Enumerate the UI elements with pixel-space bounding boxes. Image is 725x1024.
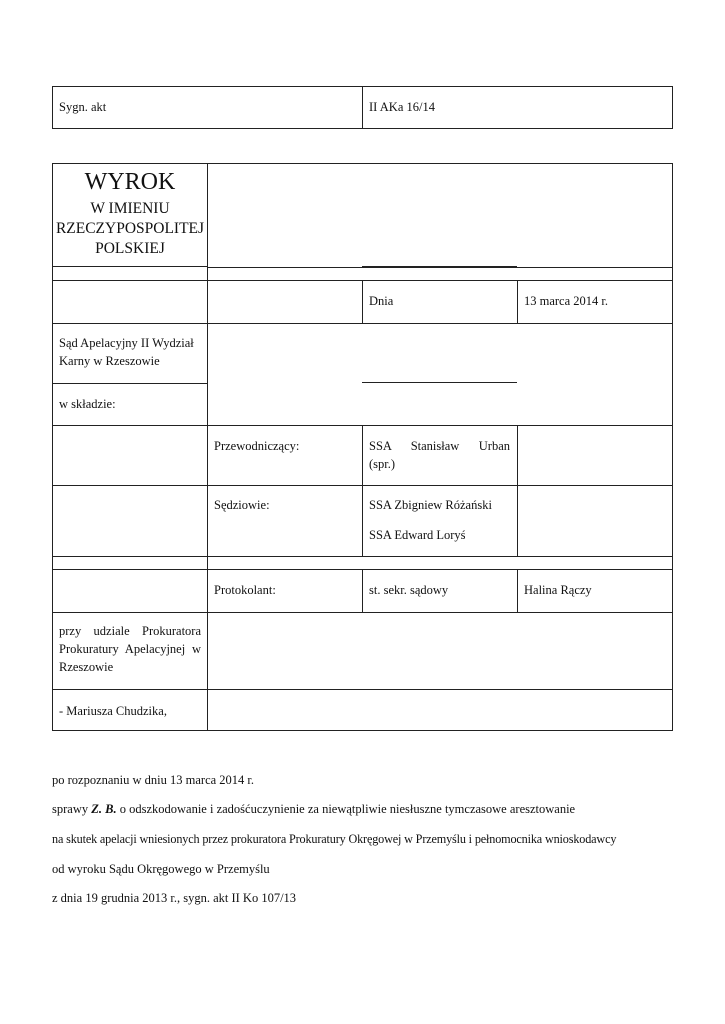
row-line bbox=[52, 383, 207, 384]
prosecution-line3: Rzeszowie bbox=[59, 660, 114, 674]
column-line bbox=[517, 569, 518, 612]
case-signature-label: Sygn. akt bbox=[59, 100, 107, 114]
clerk-name: Halina Rączy bbox=[524, 583, 592, 597]
chair-name: SSA Stanisław Urban bbox=[369, 439, 510, 453]
row-line bbox=[52, 266, 207, 267]
party-name: Z. B. bbox=[91, 802, 117, 816]
verdict-title: WYROK bbox=[84, 169, 176, 195]
column-line bbox=[362, 569, 363, 612]
column-line bbox=[517, 280, 518, 323]
row-line bbox=[52, 556, 673, 557]
verdict-subtitle-line2: RZECZYPOSPOLITEJ bbox=[55, 220, 205, 237]
row-line bbox=[362, 382, 517, 383]
column-line bbox=[362, 425, 363, 556]
row-line bbox=[52, 612, 673, 613]
judges-label: Sędziowie: bbox=[214, 498, 270, 512]
prosecution-line2: Prokuratury Apelacyjnej w bbox=[59, 642, 201, 656]
clerk-title: st. sekr. sądowy bbox=[369, 583, 449, 597]
verdict-subtitle-line3: POLSKIEJ bbox=[95, 240, 165, 257]
judge-2: SSA Edward Loryś bbox=[369, 528, 466, 542]
composition-label: w składzie: bbox=[59, 397, 116, 411]
row-line bbox=[207, 267, 673, 268]
date-value: 13 marca 2014 r. bbox=[524, 294, 609, 308]
row-line bbox=[52, 689, 673, 690]
row-line bbox=[52, 323, 673, 324]
court-name-line2: Karny w Rzeszowie bbox=[59, 354, 160, 368]
body-line-2-prefix: sprawy bbox=[52, 802, 92, 816]
body-line-1: po rozpoznaniu w dniu 13 marca 2014 r. bbox=[52, 773, 255, 787]
body-line-2 bbox=[52, 800, 575, 818]
judge-1: SSA Zbigniew Różański bbox=[369, 498, 492, 512]
body-line-5: z dnia 19 grudnia 2013 r., sygn. akt II Ko 107/13 bbox=[52, 891, 297, 905]
body-line-2-rest: o odszkodowanie i zadośćuczynienie za niewątpliwie niesłuszne tymczasowe aresztowanie bbox=[116, 802, 576, 816]
prosecution-line1: przy udziale Prokuratora bbox=[59, 624, 201, 638]
verdict-title-block bbox=[52, 165, 208, 259]
case-signature-value: II AKa 16/14 bbox=[369, 100, 435, 114]
date-label: Dnia bbox=[369, 294, 394, 308]
column-line bbox=[517, 425, 518, 556]
prosecutor-name: - Mariusza Chudzika, bbox=[59, 704, 167, 718]
chair-note: (spr.) bbox=[369, 457, 396, 471]
chair-label: Przewodniczący: bbox=[214, 439, 300, 453]
verdict-subtitle-line1: W IMIENIU bbox=[90, 200, 170, 217]
court-name-line1: Sąd Apelacyjny II Wydział bbox=[59, 336, 194, 350]
column-line bbox=[362, 280, 363, 323]
body-line-3: na skutek apelacji wniesionych przez prokuratora Prokuratury Okręgowej w Przemyślu i pełnomocnika wnioskodawcy bbox=[52, 832, 617, 846]
clerk-label: Protokolant: bbox=[214, 583, 276, 597]
body-line-4: od wyroku Sądu Okręgowego w Przemyślu bbox=[52, 862, 270, 876]
case-signature-divider bbox=[362, 86, 363, 129]
